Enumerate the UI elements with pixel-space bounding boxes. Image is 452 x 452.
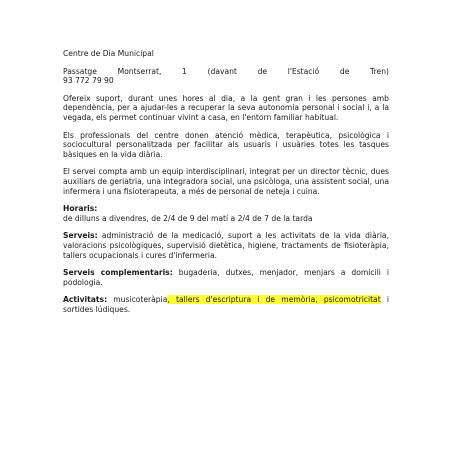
complementary-paragraph — [63, 268, 389, 287]
intro-paragraph: Ofereix suport, durant unes hores al dia, a la gent gran i les persones amb dependència, per a ajudar-les a recuperar la seva autonomia personal i social i, a la vegada, els permet continuar vivint a casa, en l'entorn familiar habitual. — [63, 93, 389, 122]
complementary-label: Serveis complementaris: — [63, 268, 173, 278]
services-text: administració de la medicació, suport a les activitats de la vida diària, valoracions psicològiques, supervisió dietètica, higiene, tractaments de fisioteràpia, tallers ocupacionals i cures d'infermeria. — [63, 231, 389, 260]
activities-paragraph — [63, 295, 389, 314]
address-word: (davant — [207, 66, 237, 76]
hours-label: Horaris: — [63, 204, 98, 214]
document-title: Centre de Dia Municipal — [63, 49, 154, 58]
address-word: Tren) — [370, 66, 389, 76]
address-line — [63, 67, 389, 77]
activities-highlight: , tallers d'escriptura i de memòria, psicomotricitat — [167, 295, 381, 305]
team-paragraph: El servei compta amb un equip interdisciplinari, integrat per un director tècnic, dues auxiliars de geriatria, una integradora social, una psicòloga, una assistent social, una infermera i una fisioterapeuta, a més de personal de neteja i cuina. — [63, 167, 389, 196]
address-word: l'Estació — [287, 66, 320, 76]
complementary-text: bugaderia, dutxes, menjador, menjars a domicili i podologia. — [63, 268, 389, 287]
address-block — [63, 67, 389, 86]
professionals-paragraph: Els professionals del centre donen atenció mèdica, terapèutica, psicològica i sociocultural personalitzada per facilitar als usuaris i usuàries totes les tasques bàsiques en la vida diària. — [63, 130, 389, 159]
hours-text: de dilluns a divendres, de 2/4 de 9 del matí a 2/4 de 7 de la tarda — [63, 213, 313, 223]
services-paragraph — [63, 231, 389, 260]
activities-text-before: musicoteràpia — [107, 295, 168, 305]
document-page — [63, 49, 389, 322]
address-word: 1 — [182, 66, 187, 76]
address-word: Passatge — [63, 66, 97, 76]
address-word: Montserrat, — [117, 66, 162, 76]
address-word: de — [257, 66, 268, 76]
hours-block — [63, 204, 389, 223]
phone-number: 93 772 79 90 — [63, 76, 114, 86]
address-word: de — [339, 66, 350, 76]
activities-label: Activitats: — [63, 295, 108, 305]
services-label: Serveis: — [63, 231, 98, 241]
activities-text-after: i sortides lúdiques. — [63, 295, 389, 314]
